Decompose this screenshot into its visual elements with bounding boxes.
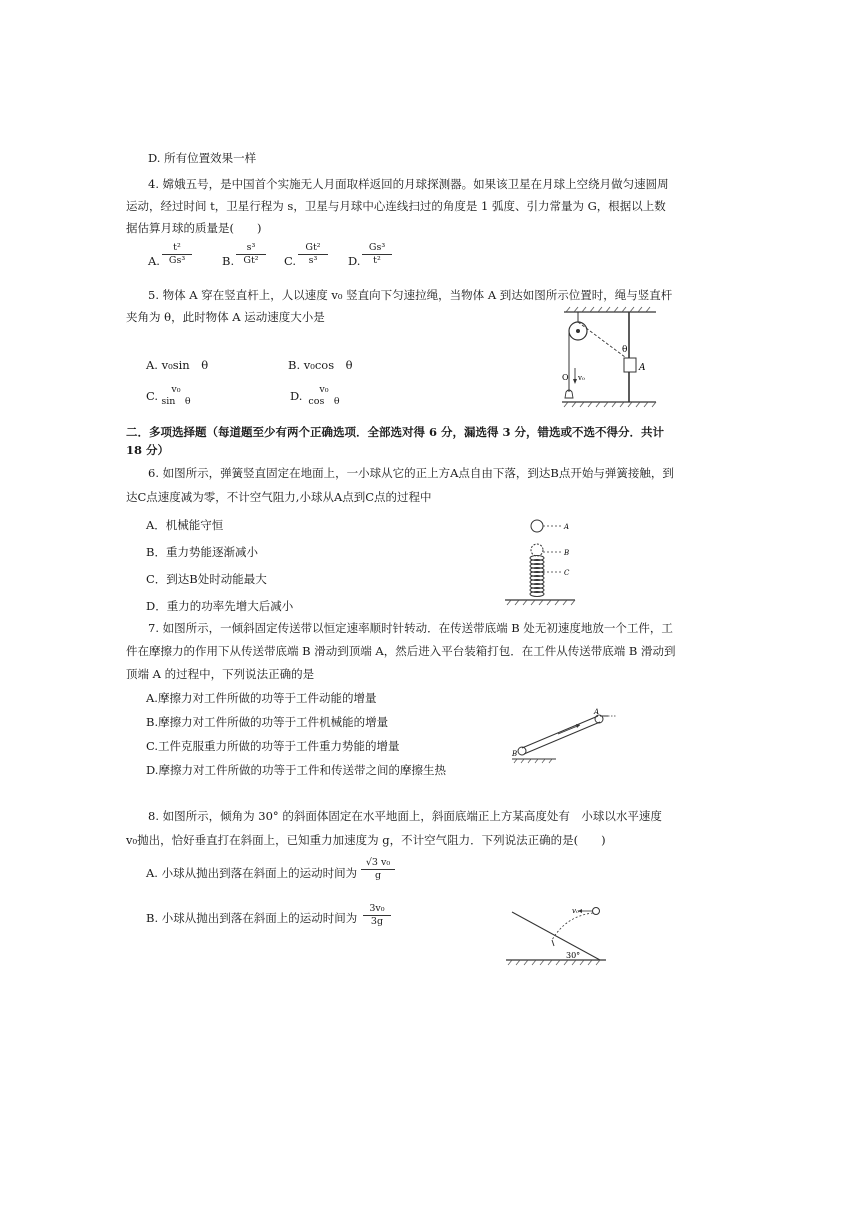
q8-option-a-text: A. 小球从抛出到落在斜面上的运动时间为 <box>146 866 358 880</box>
q4-option-d-label: D. <box>348 254 361 268</box>
q4-option-d-num: Gs³ <box>368 242 386 253</box>
q7-fig-a-label: A <box>594 708 600 716</box>
q5-pulley-figure <box>558 306 658 408</box>
q4-option-b-den: Gt² <box>243 255 259 266</box>
q7-fig-b-label: B <box>512 750 518 758</box>
q4-stem-line1: 4. 嫦娥五号，是中国首个实施无人月面取样返回的月球探测器。如果该卫星在月球上空绕月做匀速圆周 <box>148 177 669 191</box>
q8-stem-line2: v₀抛出，恰好垂直打在斜面上，已知重力加速度为 g，不计空气阻力．下列说法正确的是( ) <box>126 833 606 847</box>
q4-option-b-fraction <box>236 242 266 267</box>
q8-fig-v0-label: v₀ <box>572 907 579 915</box>
q6-option-a: A．机械能守恒 <box>146 518 224 532</box>
q4-stem-line2: 运动，经过时间 t，卫星行程为 s，卫星与月球中心连线扫过的角度是 1 弧度、引力常量为 G，根据以上数 <box>126 199 666 213</box>
q5-fig-theta-label: θ <box>622 345 628 355</box>
q5-option-a: A. v₀sin θ <box>146 358 209 372</box>
q4-option-a-label: A. <box>148 254 160 268</box>
q5-option-d-fraction <box>304 384 344 408</box>
q4-option-d-den: t² <box>373 255 381 266</box>
q7-option-a: A.摩擦力对工件所做的功等于工件动能的增量 <box>146 691 377 705</box>
q4-option-c-den: s³ <box>308 255 318 266</box>
q6-stem-line2: 达C点速度减为零，不计空气阻力,小球从A点到C点的过程中 <box>126 490 432 504</box>
q6-fig-c-label: C <box>564 569 570 577</box>
q8-option-a-den: g <box>374 870 382 881</box>
q6-spring-figure <box>503 518 579 606</box>
q4-option-c-fraction <box>298 242 328 267</box>
q6-option-b: B．重力势能逐渐减小 <box>146 545 258 559</box>
q8-stem-line1: 8. 如图所示，倾角为 30° 的斜面体固定在水平地面上，斜面底端正上方某高度处有 小球以水平速度 <box>148 809 662 823</box>
q7-stem-line1: 7. 如图所示，一倾斜固定传送带以恒定速率顺时针转动．在传送带底端 B 处无初速度地放一个工件，工 <box>148 621 673 635</box>
q4-option-d-fraction <box>362 242 392 267</box>
q6-option-d: D．重力的功率先增大后减小 <box>146 599 294 613</box>
q4-option-a-fraction <box>162 242 192 267</box>
q5-stem-line1: 5. 物体 A 穿在竖直杆上，人以速度 v₀ 竖直向下匀速拉绳，当物体 A 到达如图所示位置时，绳与竖直杆 <box>148 288 673 302</box>
q6-fig-b-label: B <box>564 549 570 557</box>
q5-option-d-num: v₀ <box>319 384 329 395</box>
q4-option-b-label: B. <box>222 254 235 268</box>
q8-option-a-fraction <box>361 857 395 882</box>
q5-fig-v0-label: v₀ <box>578 374 585 382</box>
q3-option-d: D. 所有位置效果一样 <box>148 151 257 165</box>
q7-stem-line2: 件在摩擦力的作用下从传送带底端 B 滑动到顶端 A，然后进入平台装箱打包．在工件从传送带底端 B 滑动到 <box>126 644 676 658</box>
q6-option-c: C．到达B处时动能最大 <box>146 572 267 586</box>
q5-option-c-den: sin θ <box>161 396 191 407</box>
q7-stem-line3: 顶端 A 的过程中，下列说法正确的是 <box>126 667 315 681</box>
q7-option-d: D.摩擦力对工件所做的功等于工件和传送带之间的摩擦生热 <box>146 763 446 777</box>
q5-option-b: B. v₀cos θ <box>288 358 353 372</box>
q4-option-a-den: Gs³ <box>168 255 186 266</box>
q4-option-c-label: C. <box>284 254 297 268</box>
q7-conveyor-figure <box>508 704 626 764</box>
q8-fig-angle-label: 30° <box>566 951 581 960</box>
section2-heading-line2: 18 分） <box>126 443 170 457</box>
q8-option-b-fraction <box>363 903 391 928</box>
q5-option-c-label: C. <box>146 389 159 403</box>
q5-stem-line2: 夹角为 θ，此时物体 A 运动速度大小是 <box>126 310 325 324</box>
section2-heading-line1: 二．多项选择题（每道题至少有两个正确选项．全部选对得 6 分，漏选得 3 分，错选或不选不得分．共计 <box>126 425 665 439</box>
q5-option-c-num: v₀ <box>171 384 181 395</box>
q7-option-b: B.摩擦力对工件所做的功等于工件机械能的增量 <box>146 715 389 729</box>
q8-incline-figure <box>504 900 610 970</box>
q5-fig-o-label: O <box>562 373 569 382</box>
q8-option-b-num: 3v₀ <box>369 903 385 914</box>
q4-stem-line3: 据估算月球的质量是( ) <box>126 221 262 235</box>
q6-fig-a-label: A <box>564 523 570 531</box>
q5-option-d-label: D. <box>290 389 303 403</box>
q8-option-b-den: 3g <box>370 916 384 927</box>
q5-fig-a-label: A <box>639 363 646 373</box>
q6-stem-line1: 6. 如图所示，弹簧竖直固定在地面上，一小球从它的正上方A点自由下落，到达B点开始与弹簧接触，到 <box>148 466 674 480</box>
q4-option-b-num: s³ <box>246 242 256 253</box>
q7-option-c: C.工件克服重力所做的功等于工件重力势能的增量 <box>146 739 400 753</box>
q5-option-d-den: cos θ <box>308 396 340 407</box>
q5-option-c-fraction <box>156 384 196 408</box>
q4-option-a-num: t² <box>173 242 181 253</box>
q8-option-a-num: √3 v₀ <box>365 857 391 868</box>
q4-option-c-num: Gt² <box>305 242 321 253</box>
q8-option-b-text: B. 小球从抛出到落在斜面上的运动时间为 <box>146 911 358 925</box>
